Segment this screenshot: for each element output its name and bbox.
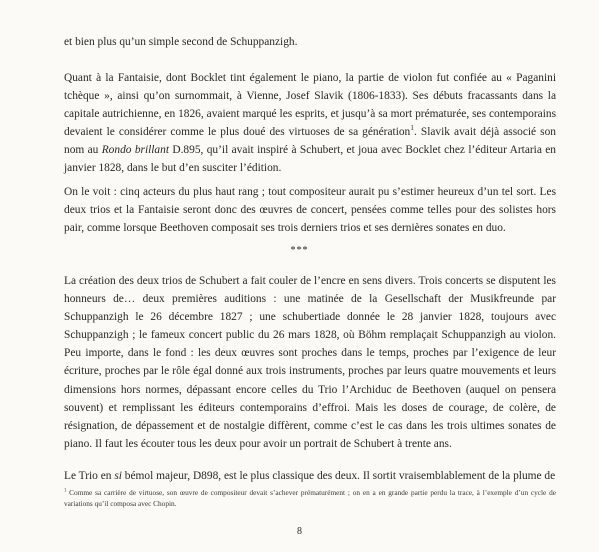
paragraph	[64, 33, 556, 51]
page-number: 8	[297, 526, 302, 537]
paragraph	[64, 69, 556, 178]
paragraph-text: et bien plus qu’un simple second de Schuppanzigh.	[64, 36, 298, 48]
paragraph-text: On le voit : cinq acteurs du plus haut rang ; tout compositeur aurait pu s’estimer heureux d’un tel sort. Les deux trios et la Fantaisie seront donc des œuvres de concert, pensées comme telles pour des solistes hors pair, comme lorsque Beethoven composait ses trois derniers trios et ses dernières sonates en duo.	[64, 186, 556, 235]
paragraph-text: Le Trio en	[64, 470, 115, 482]
paragraph-text: bémol majeur, D898, est le plus classique des deux. Il sortit vraisemblablement de la plume de	[121, 470, 556, 482]
paragraph-text: La création des deux trios de Schubert a fait couler de l’encre en sens divers. Trois concerts se disputent les honneurs de… deux premières auditions : une matinée de la Gesellschaft der Musikfreunde par Schuppanzigh le 26 décembre 1827 ; une schubertiade donnée le 28 janvier 1828, toujours avec Schuppanzigh ; le fameux concert public du 26 mars 1828, où Böhm remplaçait Schuppanzigh au violon. Peu importe, dans le fond : les deux œuvres sont proches dans le temps, proches par l’exigence de leur écriture, proches par le rôle égal donné aux trois instruments, proches par leurs quatre mouvements et leurs dimensions hors normes, dépassant encore celles du Trio l’Archiduc de Beethoven (auquel on pensera souvent) et remplissant les éditeurs contemporains d’effroi. Mais les doses de courage, de colère, de résignation, de dépassement et de nostalgie diffèrent, comme c’est le cas dans les trois ultimes sonates de piano. Il faut les écouter tous les deux pour avoir un portrait de Schubert à trente ans.	[64, 275, 556, 450]
paragraph	[64, 467, 556, 485]
key-name: si	[114, 470, 122, 482]
footnote-marker: 1	[64, 488, 67, 494]
footnote-text: Comme sa carrière de virtuose, son œuvre de compositeur devait s’achever prématurément ; on en a en grande partie perdu la trace, à l’exemple d’un cycle de variations qu’il composa avec Chopin.	[64, 488, 556, 508]
paragraph-text: Quant à la Fantaisie, dont Bocklet tint également le piano, la partie de violon fut confiée au « Paganini tchèque », ainsi qu’on surnommait, à Vienne, Josef Slavik (1806-1833). Ses débuts fracassants dans la capitale autrichienne, en 1826, avaient marqué les esprits, et jusqu’à sa mort prématurée, ses contemporains devaient le considérer comme le plus doué des virtuoses de sa génération	[64, 72, 556, 139]
footnote	[64, 488, 556, 509]
section-separator: ***	[290, 245, 309, 256]
paragraph-text: D.895, qu’il avait inspiré à Schubert, et joua avec Bocklet chez l’éditeur Artaria en janvier 1828, dans le but d’en susciter l’édition.	[64, 144, 556, 175]
paragraph	[64, 183, 556, 237]
paragraph	[64, 272, 556, 453]
paragraph-text: . Slavik avait déjà associé son nom au	[64, 126, 556, 157]
footnote-reference: 1	[410, 123, 414, 133]
work-title: Rondo brillant	[101, 144, 169, 157]
